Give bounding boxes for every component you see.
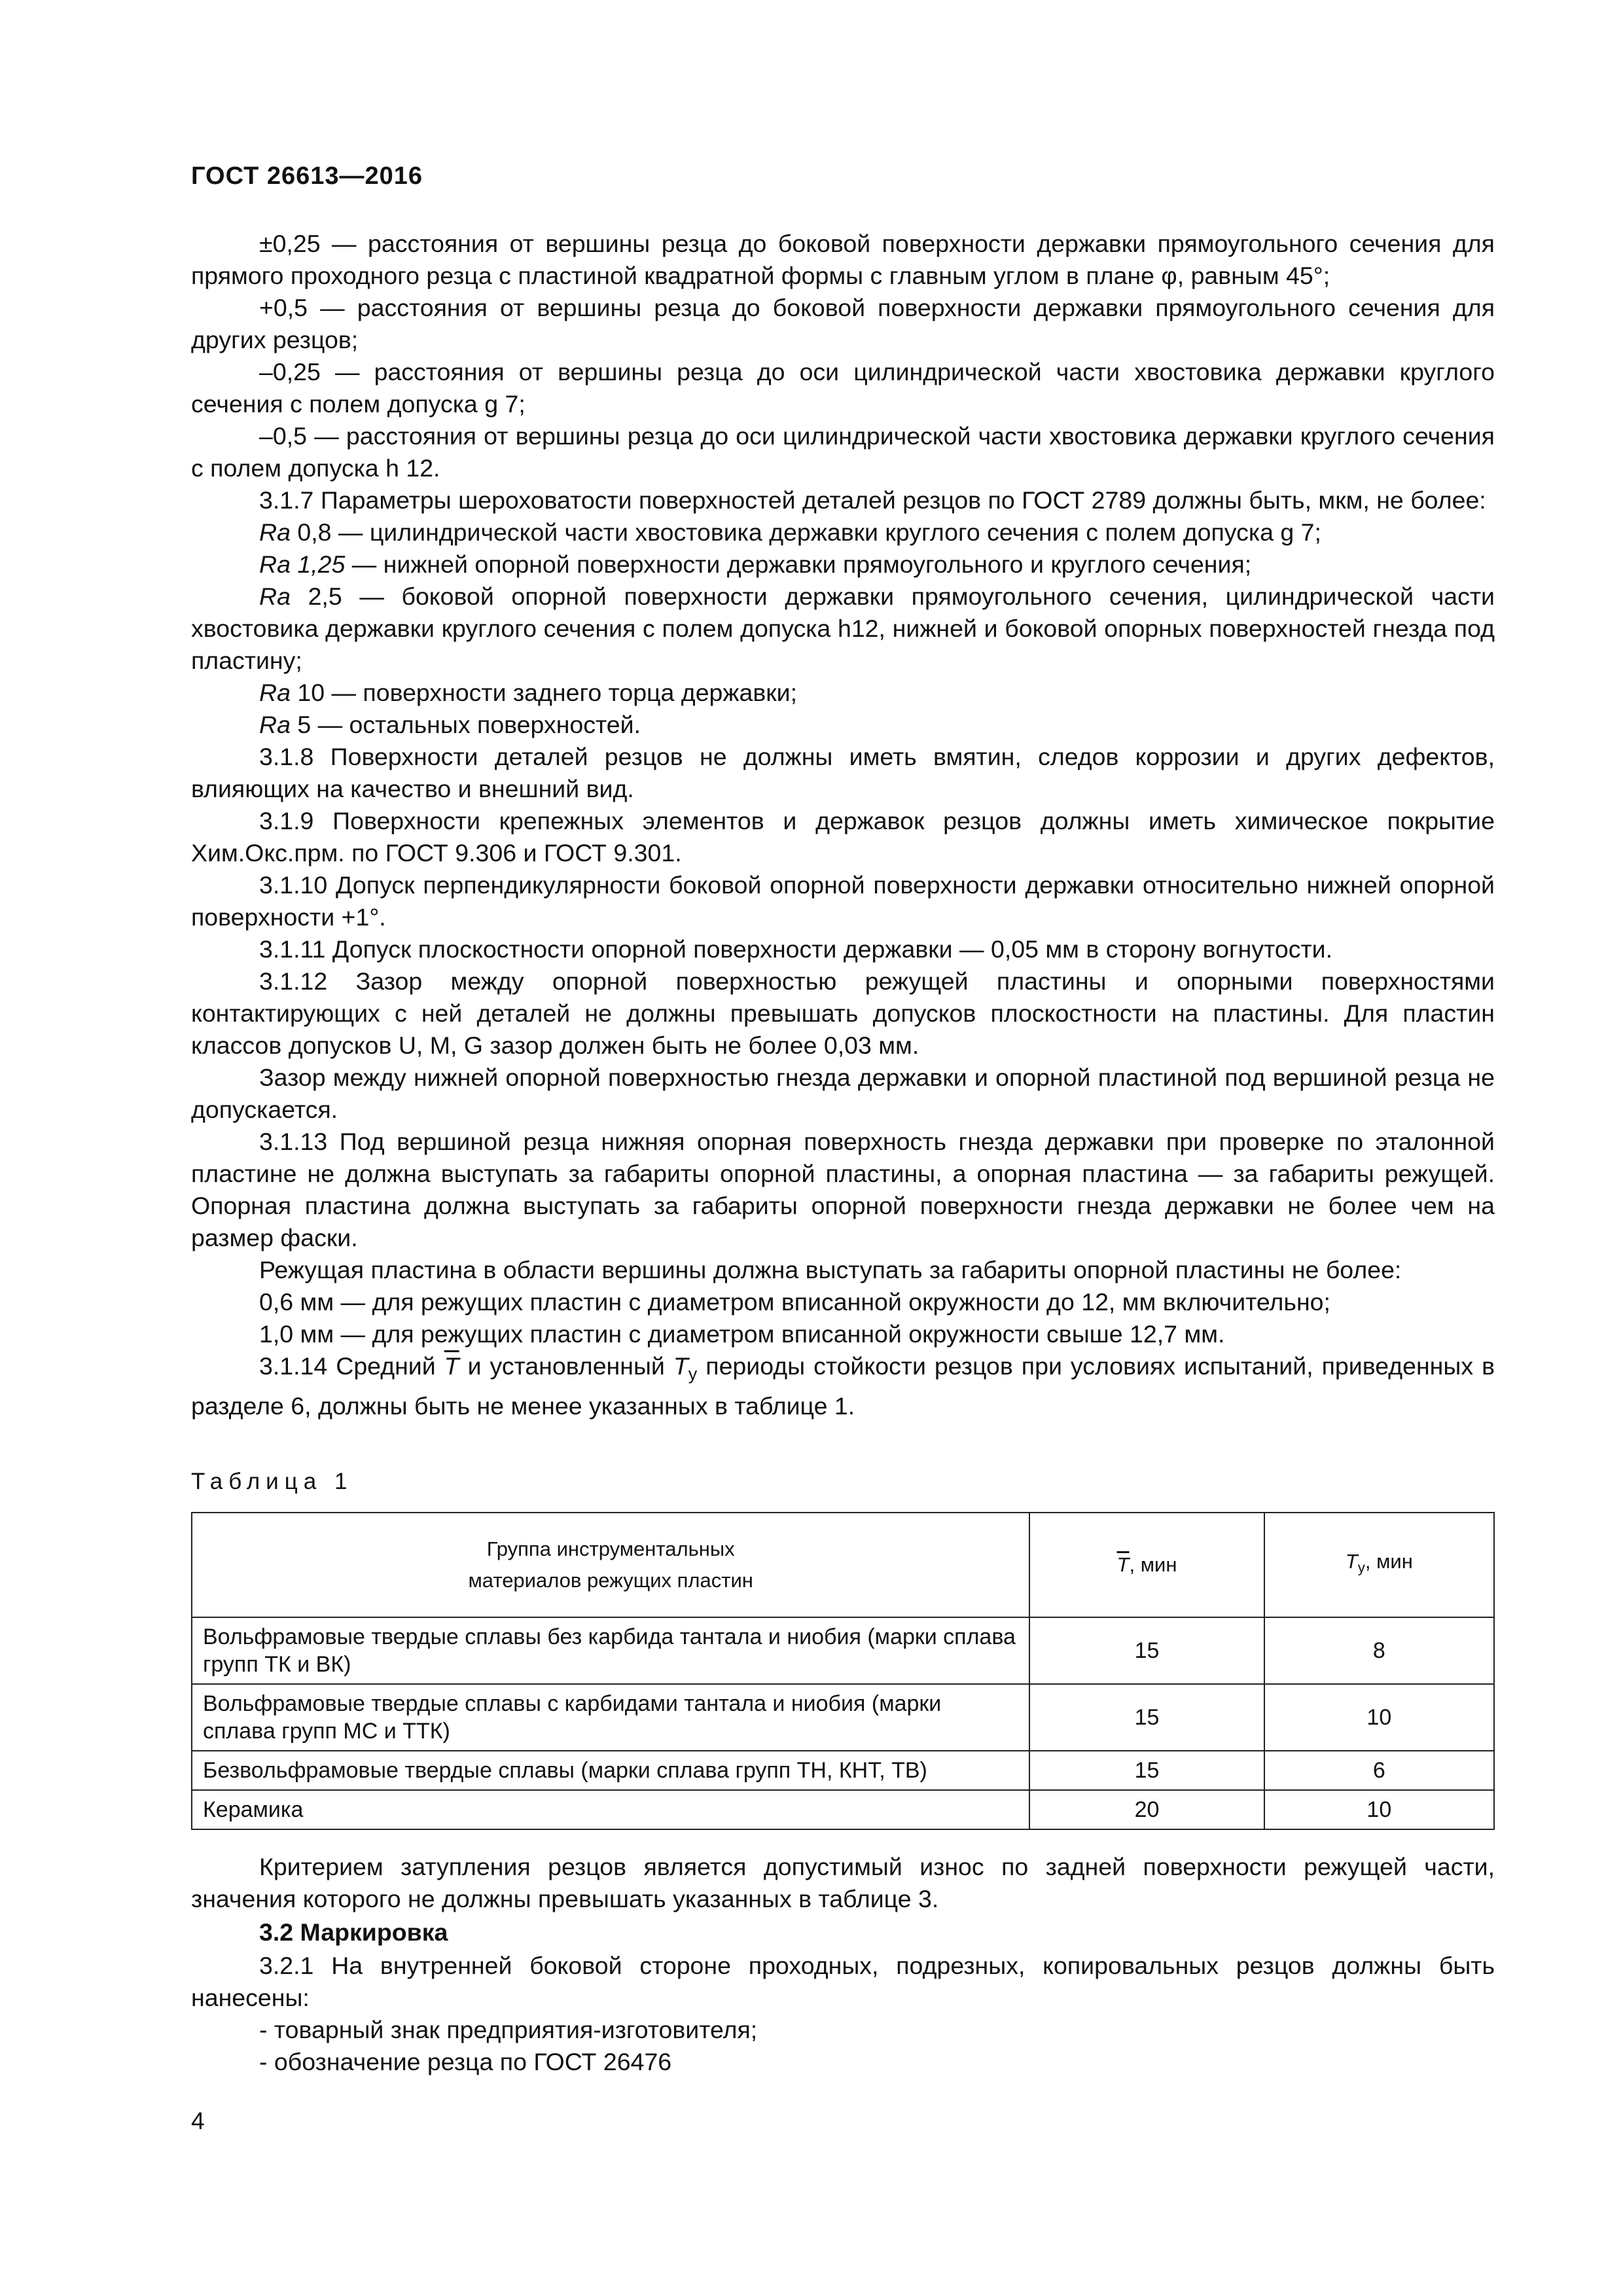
paragraph: +0,5 — расстояния от вершины резца до боковой поверхности державки прямоугольного сечения для других резцов; [191,294,1495,353]
document-header: ГОСТ 26613—2016 [191,162,423,190]
roughness-item: Ra 2,5 — боковой опорной поверхности державки прямоугольного сечения, цилиндрической части хвостовика державки круглого сечения с полем допуска h12, нижней и боковой опорных поверхностей гнезда под пластину; [191,583,1495,674]
table-row [192,1684,1494,1751]
paragraph: Зазор между нижней опорной поверхностью гнезда державки и опорной пластиной под вершиной резца не допускается. [191,1064,1495,1123]
ty-value: 8 [1264,1617,1494,1684]
t-value: 15 [1029,1751,1264,1790]
paragraph-3-1-7: 3.1.7 Параметры шероховатости поверхностей деталей резцов по ГОСТ 2789 должны быть, мкм, не более: [259,486,1486,514]
roughness-item: Ra 1,25 — нижней опорной поверхности державки прямоугольного и круглого сечения; [259,550,1252,578]
t-value: 15 [1029,1617,1264,1684]
table-row [192,1790,1494,1829]
section-heading-3-2: 3.2 Маркировка [259,1918,448,1946]
table-row [192,1617,1494,1684]
table-caption: Таблица 1 [191,1469,353,1495]
material-cell: Вольфрамовые твердые сплавы без карбида тантала и ниобия (марки сплава групп ТК и ВК) [192,1617,1029,1684]
list-item: 1,0 мм — для режущих пластин с диаметром вписанной окружности свыше 12,7 мм. [259,1320,1225,1348]
paragraph: –0,25 — расстояния от вершины резца до оси цилиндрической части хвостовика державки круглого сечения с полем допуска g 7; [191,358,1495,418]
list-item: - обозначение резца по ГОСТ 26476 [259,2048,672,2076]
list-item: - товарный знак предприятия-изготовителя; [259,2016,758,2044]
paragraph-3-1-13: 3.1.13 Под вершиной резца нижняя опорная поверхность гнезда державки при проверке по эталонной пластине не должна выступать за габариты опорной пластины, а опорная пластина — за габариты режущей. Опорная пластина должна выступать за габариты опорной поверхности гнезда державки не более чем на размер фаски. [191,1128,1495,1251]
ty-value: 6 [1264,1751,1494,1790]
paragraph-after-table: Критерием затупления резцов является допустимый износ по задней поверхности режущей части, значения которого не должны превышать указанных в таблице 3. [191,1853,1495,1913]
roughness-item: Ra 0,8 — цилиндрической части хвостовика державки круглого сечения с полем допуска g 7; [259,518,1321,546]
table-1 [191,1512,1495,1830]
t-value: 20 [1029,1790,1264,1829]
list-item: 0,6 мм — для режущих пластин с диаметром вписанной окружности до 12, мм включительно; [259,1288,1330,1316]
material-cell: Вольфрамовые твердые сплавы с карбидами тантала и ниобия (марки сплава групп МС и ТТК) [192,1684,1029,1751]
paragraph-3-1-14: 3.1.14 Средний $\overline{T}$ и установленный $T_у$ периоды стойкости резцов при условиях испытаний, приведенных в разделе 6, должны быть не менее указанных в таблице 1. [191,1352,1495,1420]
paragraph-3-1-10: 3.1.10 Допуск перпендикулярности боковой опорной поверхности державки относительно нижней опорной поверхности +1°. [191,871,1495,931]
roughness-item: Ra 10 — поверхности заднего торца державки; [259,679,798,706]
header-t-set: $T_у$, мин [1264,1513,1494,1617]
paragraph-3-1-8: 3.1.8 Поверхности деталей резцов не должны иметь вмятин, следов коррозии и других дефектов, влияющих на качество и внешний вид. [191,743,1495,802]
material-cell: Безвольфрамовые твердые сплавы (марки сплава групп ТН, КНТ, ТВ) [192,1751,1029,1790]
ty-value: 10 [1264,1790,1494,1829]
header-material-group: Группа инструментальных материалов режущих пластин [192,1513,1029,1617]
paragraph-3-1-12: 3.1.12 Зазор между опорной поверхностью режущей пластины и опорными поверхностями контактирующих с ней деталей не должны превышать допусков плоскостности на пластины. Для пластин классов допусков U, M, G зазор должен быть не более 0,03 мм. [191,967,1495,1059]
table-header-row [192,1513,1494,1617]
paragraph-3-1-9: 3.1.9 Поверхности крепежных элементов и державок резцов должны иметь химическое покрытие Хим.Окс.прм. по ГОСТ 9.306 и ГОСТ 9.301. [191,807,1495,867]
material-cell: Керамика [192,1790,1029,1829]
paragraph: Режущая пластина в области вершины должна выступать за габариты опорной пластины не более: [259,1256,1402,1283]
document-body [191,228,1495,2078]
table-row [192,1751,1494,1790]
page-number: 4 [191,2108,205,2134]
paragraph-3-1-11: 3.1.11 Допуск плоскостности опорной поверхности державки — 0,05 мм в сторону вогнутости. [259,935,1333,963]
t-value: 15 [1029,1684,1264,1751]
header-t-average: $\overline{T}$, мин [1029,1513,1264,1617]
roughness-item: Ra 5 — остальных поверхностей. [259,711,641,738]
paragraph-3-2-1: 3.2.1 На внутренней боковой стороне проходных, подрезных, копировальных резцов должны быть нанесены: [191,1952,1495,2012]
ty-value: 10 [1264,1684,1494,1751]
paragraph: ±0,25 — расстояния от вершины резца до боковой поверхности державки прямоугольного сечения для прямого проходного резца с пластиной квадратной формы с главным углом в плане φ, равным 45°; [191,230,1495,289]
paragraph: –0,5 — расстояния от вершины резца до оси цилиндрической части хвостовика державки круглого сечения с полем допуска h 12. [191,422,1495,482]
